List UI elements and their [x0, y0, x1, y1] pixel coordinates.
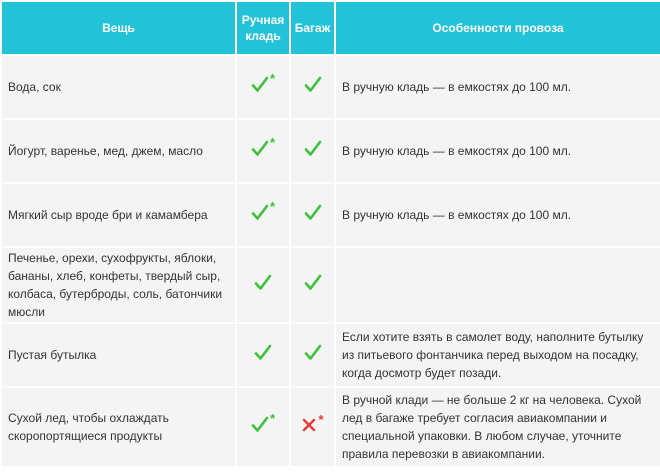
notes-cell: В ручную кладь — в емкостях до 100 мл. [336, 184, 660, 246]
table-row [2, 56, 660, 118]
carry-on-cell [237, 388, 289, 466]
carry-on-cell [237, 56, 289, 118]
carry-on-cell [237, 120, 289, 182]
header-carry-on-line2: кладь [245, 29, 281, 43]
asterisk-note: * [269, 199, 276, 214]
checkmark-icon [304, 204, 322, 221]
baggage-cell [291, 184, 334, 246]
baggage-cell [291, 120, 334, 182]
notes-cell: В ручную кладь — в емкостях до 100 мл. [336, 56, 660, 118]
baggage-cell [291, 324, 334, 386]
item-cell: Пустая бутылка [2, 324, 235, 386]
table-row [2, 324, 660, 386]
baggage-cell [291, 248, 334, 322]
header-carry-on [237, 2, 289, 54]
checkmark-icon [251, 199, 276, 221]
asterisk-note: * [269, 71, 276, 86]
carry-on-cell [237, 248, 289, 322]
item-cell: Сухой лед, чтобы охлаждать скоропортящиеся продукты [2, 388, 235, 466]
notes-cell: В ручной клади — не больше 2 кг на человека. Сухой лед в багаже требует согласия авиакомпании и специальной упаковки. В любом случае, уточните правила перевозки в авиакомпании. [336, 388, 660, 466]
notes-cell: В ручную кладь — в емкостях до 100 мл. [336, 120, 660, 182]
baggage-cell [291, 56, 334, 118]
checkmark-icon [251, 71, 276, 93]
checkmark-icon [304, 140, 322, 157]
table-row [2, 388, 660, 466]
item-cell: Печенье, орехи, сухофрукты, яблоки, бананы, хлеб, конфеты, твердый сыр, колбаса, бутерброды, соль, батончики мюсли [2, 248, 235, 322]
asterisk-note: * [318, 411, 324, 427]
checkmark-icon [254, 274, 272, 291]
item-cell: Вода, сок [2, 56, 235, 118]
item-cell: Мягкий сыр вроде бри и камамбера [2, 184, 235, 246]
baggage-cell [291, 388, 334, 466]
asterisk-note: * [269, 411, 276, 426]
asterisk-note: * [269, 135, 276, 150]
checkmark-icon [304, 344, 322, 361]
checkmark-icon [254, 344, 272, 361]
checkmark-icon [251, 135, 276, 157]
header-baggage: Багаж [291, 2, 334, 54]
table-row [2, 248, 660, 322]
header-carry-on-line1: Ручная [241, 13, 285, 27]
header-row [2, 2, 660, 54]
header-item: Вещь [2, 2, 235, 54]
item-cell: Йогурт, варенье, мед, джем, масло [2, 120, 235, 182]
cross-icon [301, 411, 324, 433]
checkmark-icon [304, 274, 322, 291]
notes-cell [336, 248, 660, 322]
checkmark-icon [251, 411, 276, 433]
notes-cell: Если хотите взять в самолет воду, наполните бутылку из питьевого фонтанчика перед выходом на посадку, когда досмотр будет позади. [336, 324, 660, 386]
table-row [2, 120, 660, 182]
checkmark-icon [304, 76, 322, 93]
table-row [2, 184, 660, 246]
carry-on-cell [237, 324, 289, 386]
header-notes: Особенности провоза [336, 2, 660, 54]
carry-on-cell [237, 184, 289, 246]
